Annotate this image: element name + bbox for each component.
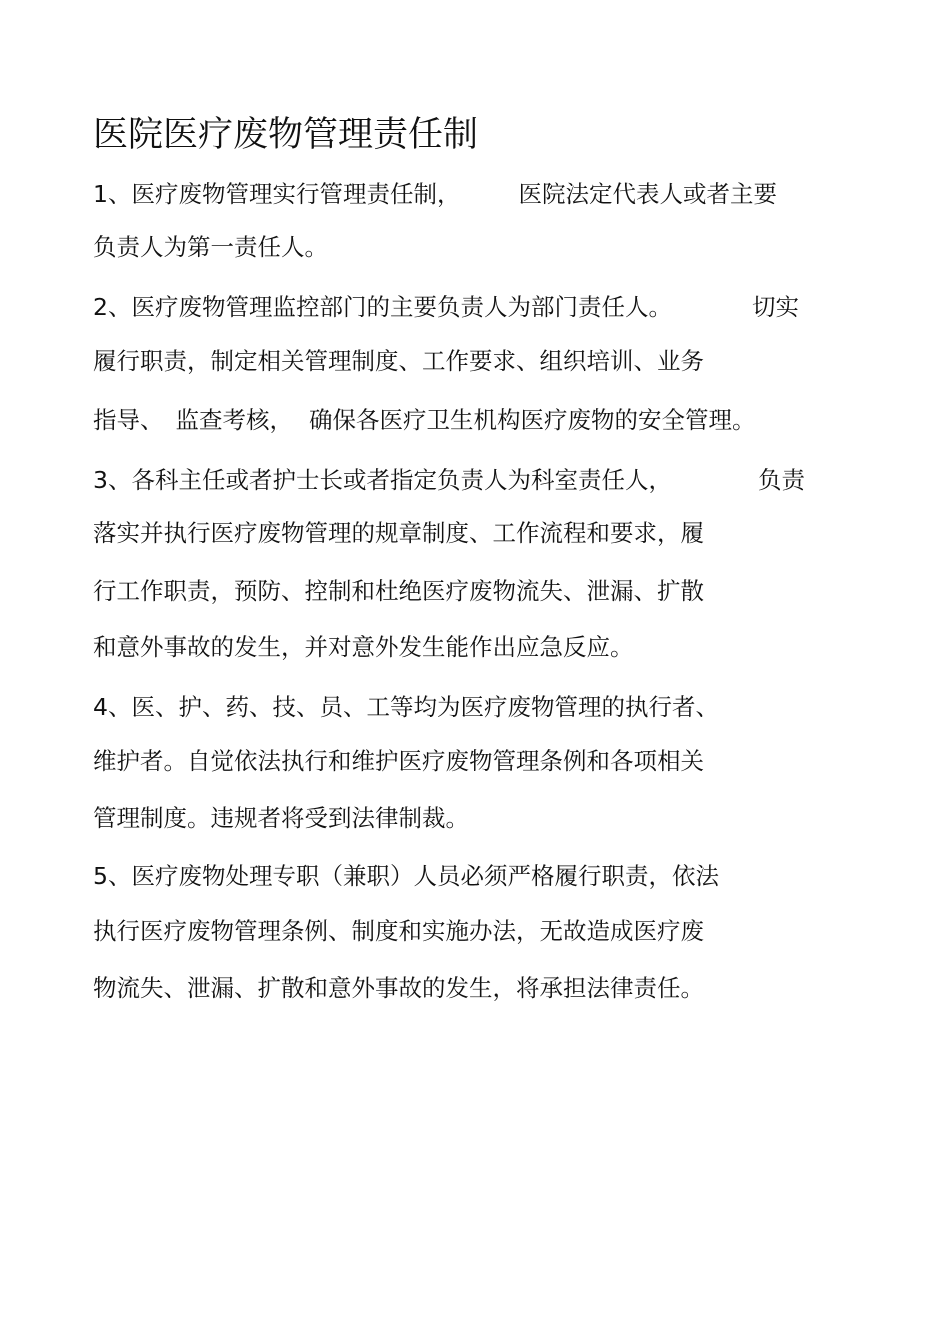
- paragraph-5-text-c: 物流失、泄漏、扩散和意外事故的发生，将承担法律责任。: [93, 974, 704, 1002]
- paragraph-5-text-a: 5、医疗废物处理专职（兼职）人员必须严格履行职责，依法: [93, 862, 719, 890]
- document-title: 医院医疗废物管理责任制: [93, 115, 479, 155]
- paragraph-1-line-2: [93, 232, 328, 262]
- paragraph-2-line-2: [93, 346, 704, 376]
- paragraph-1-text-c: 负责人为第一责任人。: [93, 233, 328, 261]
- paragraph-5-line-3: [93, 973, 704, 1003]
- paragraph-3-text-b: 负责: [757, 466, 805, 494]
- paragraph-4-line-3: [93, 803, 469, 833]
- paragraph-5-text-b: 执行医疗废物管理条例、制度和实施办法，无故造成医疗废: [93, 917, 704, 945]
- paragraph-4-text-b: 维护者。自觉依法执行和维护医疗废物管理条例和各项相关: [93, 747, 704, 775]
- paragraph-4-text-a: 4、医、护、药、技、员、工等均为医疗废物管理的执行者、: [93, 693, 719, 721]
- paragraph-1-text-a: 1、医疗废物管理实行管理责任制，: [93, 180, 461, 208]
- paragraph-2-text-b: 切实: [751, 293, 799, 321]
- paragraph-3-line-1: [93, 465, 805, 495]
- paragraph-1-line-1: [93, 179, 777, 209]
- paragraph-3-line-2: [93, 518, 704, 548]
- paragraph-2-text-c: 履行职责，制定相关管理制度、工作要求、组织培训、业务: [93, 347, 704, 375]
- paragraph-3-text-e: 和意外事故的发生，并对意外发生能作出应急反应。: [93, 633, 634, 661]
- paragraph-3-text-c: 落实并执行医疗废物管理的规章制度、工作流程和要求，履: [93, 519, 704, 547]
- paragraph-4-line-1: [93, 692, 719, 722]
- paragraph-2-text-f: 确保各医疗卫生机构医疗废物的安全管理。: [309, 406, 756, 434]
- paragraph-5-line-2: [93, 916, 704, 946]
- paragraph-3-line-4: [93, 632, 634, 662]
- paragraph-2-line-3: [93, 405, 756, 435]
- paragraph-2-text-a: 2、医疗废物管理监控部门的主要负责人为部门责任人。: [93, 293, 672, 321]
- paragraph-5-line-1: [93, 861, 719, 891]
- paragraph-1-text-b: 医院法定代表人或者主要: [518, 180, 777, 208]
- paragraph-3-line-3: [93, 576, 704, 606]
- paragraph-3-text-d: 行工作职责，预防、控制和杜绝医疗废物流失、泄漏、扩散: [93, 577, 704, 605]
- paragraph-4-text-c: 管理制度。违规者将受到法律制裁。: [93, 804, 469, 832]
- paragraph-2-line-1: [93, 292, 799, 322]
- paragraph-3-text-a: 3、各科主任或者护士长或者指定负责人为科室责任人，: [93, 466, 672, 494]
- paragraph-4-line-2: [93, 746, 704, 776]
- paragraph-2-text-e: 监查考核，: [175, 406, 293, 434]
- paragraph-2-text-d: 指导、: [93, 406, 164, 434]
